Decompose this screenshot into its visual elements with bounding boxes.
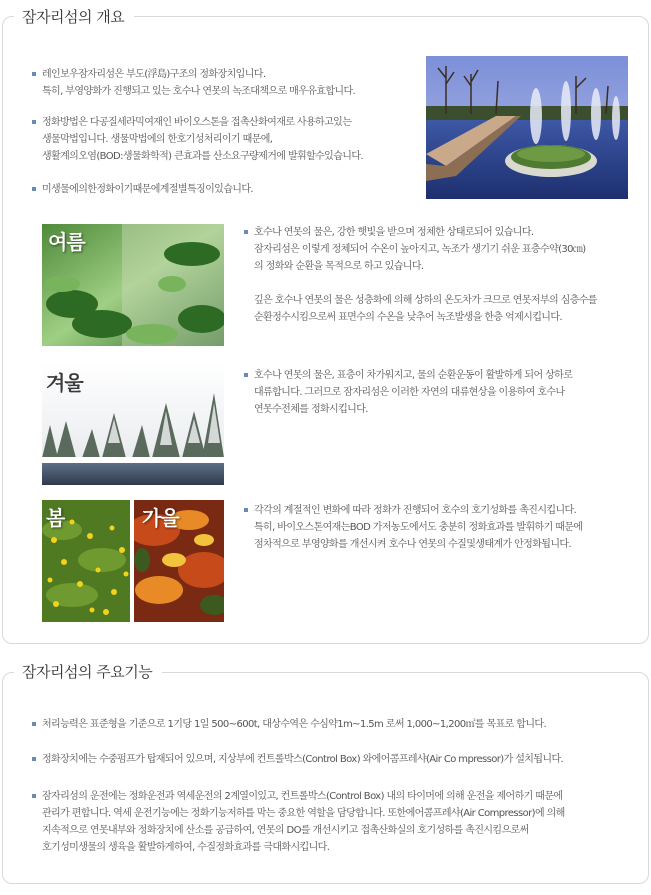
- summer-label: 여름: [48, 230, 85, 254]
- text-line: 생물막법입니다. 생물막법에의 한호기성처리이기 때문에,: [42, 134, 273, 145]
- text-line: 호수나 연못의 물은, 표층이 차가워지고, 물의 순환운동이 활발하게 되어 상하로: [254, 370, 573, 381]
- text-line: 각각의 계절적인 변화에 따라 정화가 진행되어 호수의 호기성화를 촉진시킵니다.: [254, 505, 577, 516]
- spring-label: 봄: [46, 506, 65, 530]
- intro-bullet-2: [42, 114, 363, 165]
- text-line: 생활계의오염(BOD:생물화학적) 큰효과를 산소요구량제거에 발휘할수있습니다.: [42, 151, 364, 162]
- text-line: 특히, 바이오스톤여재는BOD 가저농도에서도 충분히 정화효과를 발휘하기 때문에: [254, 522, 583, 533]
- bullet-square-icon: [32, 722, 36, 726]
- winter-photo: [42, 363, 224, 485]
- text-line: 처리능력은 표준형을 기준으로 1기당 1일 500~600t, 대상수역은 수심약1m~1.5m 로써 1,000~1,200㎡를 목표로 합니다.: [42, 719, 547, 730]
- text-line: 의 정화와 순환을 목적으로 하고 있습니다.: [254, 261, 424, 272]
- text-line: 깊은 호수나 연못의 물은 성층화에 의해 상하의 온도차가 크므로 연못저부의 심층수를: [254, 295, 597, 306]
- winter-label: 겨울: [46, 371, 83, 395]
- summer-text: [254, 224, 597, 326]
- text-line: 정화장치에는 수중펌프가 탑재되어 있으며, 지상부에 컨트롤박스(Control Box) 와에어콤프레샤(Air Co mpressor)가 설치됩니다.: [42, 754, 564, 765]
- intro-bullet-1: [42, 66, 355, 100]
- text-line: 순환정수시킴으로써 표면수의 수온을 낮추어 녹조발생을 한층 억제시킵니다.: [254, 312, 562, 323]
- text-line: 지속적으로 연못내부와 정화장치에 산소를 공급하여, 연못의 DO를 개선시키고 접촉산화실의 호기성하를 촉진시킴으로써: [42, 825, 529, 836]
- text-line: 잠자리섬은 이렇게 정체되어 수온이 높아지고, 녹조가 생기기 쉬운 표층수약(30㎝): [254, 244, 586, 255]
- function-bullet-2: [42, 751, 563, 768]
- function-bullet-1: [42, 716, 546, 733]
- text-line: 미생물에의한정화이기때문에계절별특징이있습니다.: [42, 184, 253, 195]
- bullet-square-icon: [32, 757, 36, 761]
- bullet-square-icon: [32, 794, 36, 798]
- bullet-square-icon: [244, 230, 248, 234]
- text-line: 점차적으로 부영양화를 개선시켜 호수나 연못의 수질및생태계가 안정화됩니다.: [254, 539, 572, 550]
- text-line: 잠자리섬의 운전에는 정화운전과 역세운전의 2계열이있고, 컨트롤박스(Control Box) 내의 타이머에 의해 운전을 제어하기 때문에: [42, 791, 563, 802]
- overview-title: 잠자리섬의 개요: [14, 7, 134, 27]
- text-line: 호수나 연못의 물은, 강한 햇빛을 받으며 정체한 상태로되어 있습니다.: [254, 227, 534, 238]
- function-bullet-3: [42, 788, 565, 856]
- text-line: 특히, 부영양화가 진행되고 있는 호수나 연못의 녹조대책으로 매우유효합니다.: [42, 86, 356, 97]
- bullet-square-icon: [32, 187, 36, 191]
- text-line: 대류합니다. 그러므로 잠자리섬은 이러한 자연의 대류현상을 이용하여 호수나: [254, 387, 565, 398]
- text-line: 연못수전체를 정화시킵니다.: [254, 404, 368, 415]
- bullet-square-icon: [244, 508, 248, 512]
- autumn-label: 가을: [142, 506, 179, 530]
- winter-text: [254, 367, 572, 418]
- bullet-square-icon: [244, 373, 248, 377]
- autumn-photo: [134, 500, 224, 622]
- summer-photo: [42, 224, 224, 346]
- text-line: 호기성미생물의 생육을 활발하게하여, 수질정화효과를 극대화시킵니다.: [42, 842, 330, 853]
- bullet-square-icon: [32, 120, 36, 124]
- text-line: 레인보우잠자리섬은 부도(浮島)구조의 정화장치입니다.: [42, 69, 266, 80]
- text-line: 관리가 편합니다. 역세 운전기능에는 정화기능저하를 막는 중요한 역할을 담당합니다. 또한에어콤프레샤(Air Compressor)에 의해: [42, 808, 565, 819]
- spring-photo: [42, 500, 130, 622]
- bullet-square-icon: [32, 72, 36, 76]
- spring-autumn-text: [254, 502, 582, 553]
- fountain-island-photo: [426, 56, 628, 199]
- text-line: 정화방법은 다공질세라믹여재인 바이오스톤을 접촉산화여재로 사용하고있는: [42, 117, 352, 128]
- intro-bullet-3: [42, 181, 253, 198]
- functions-title: 잠자리섬의 주요기능: [14, 662, 162, 682]
